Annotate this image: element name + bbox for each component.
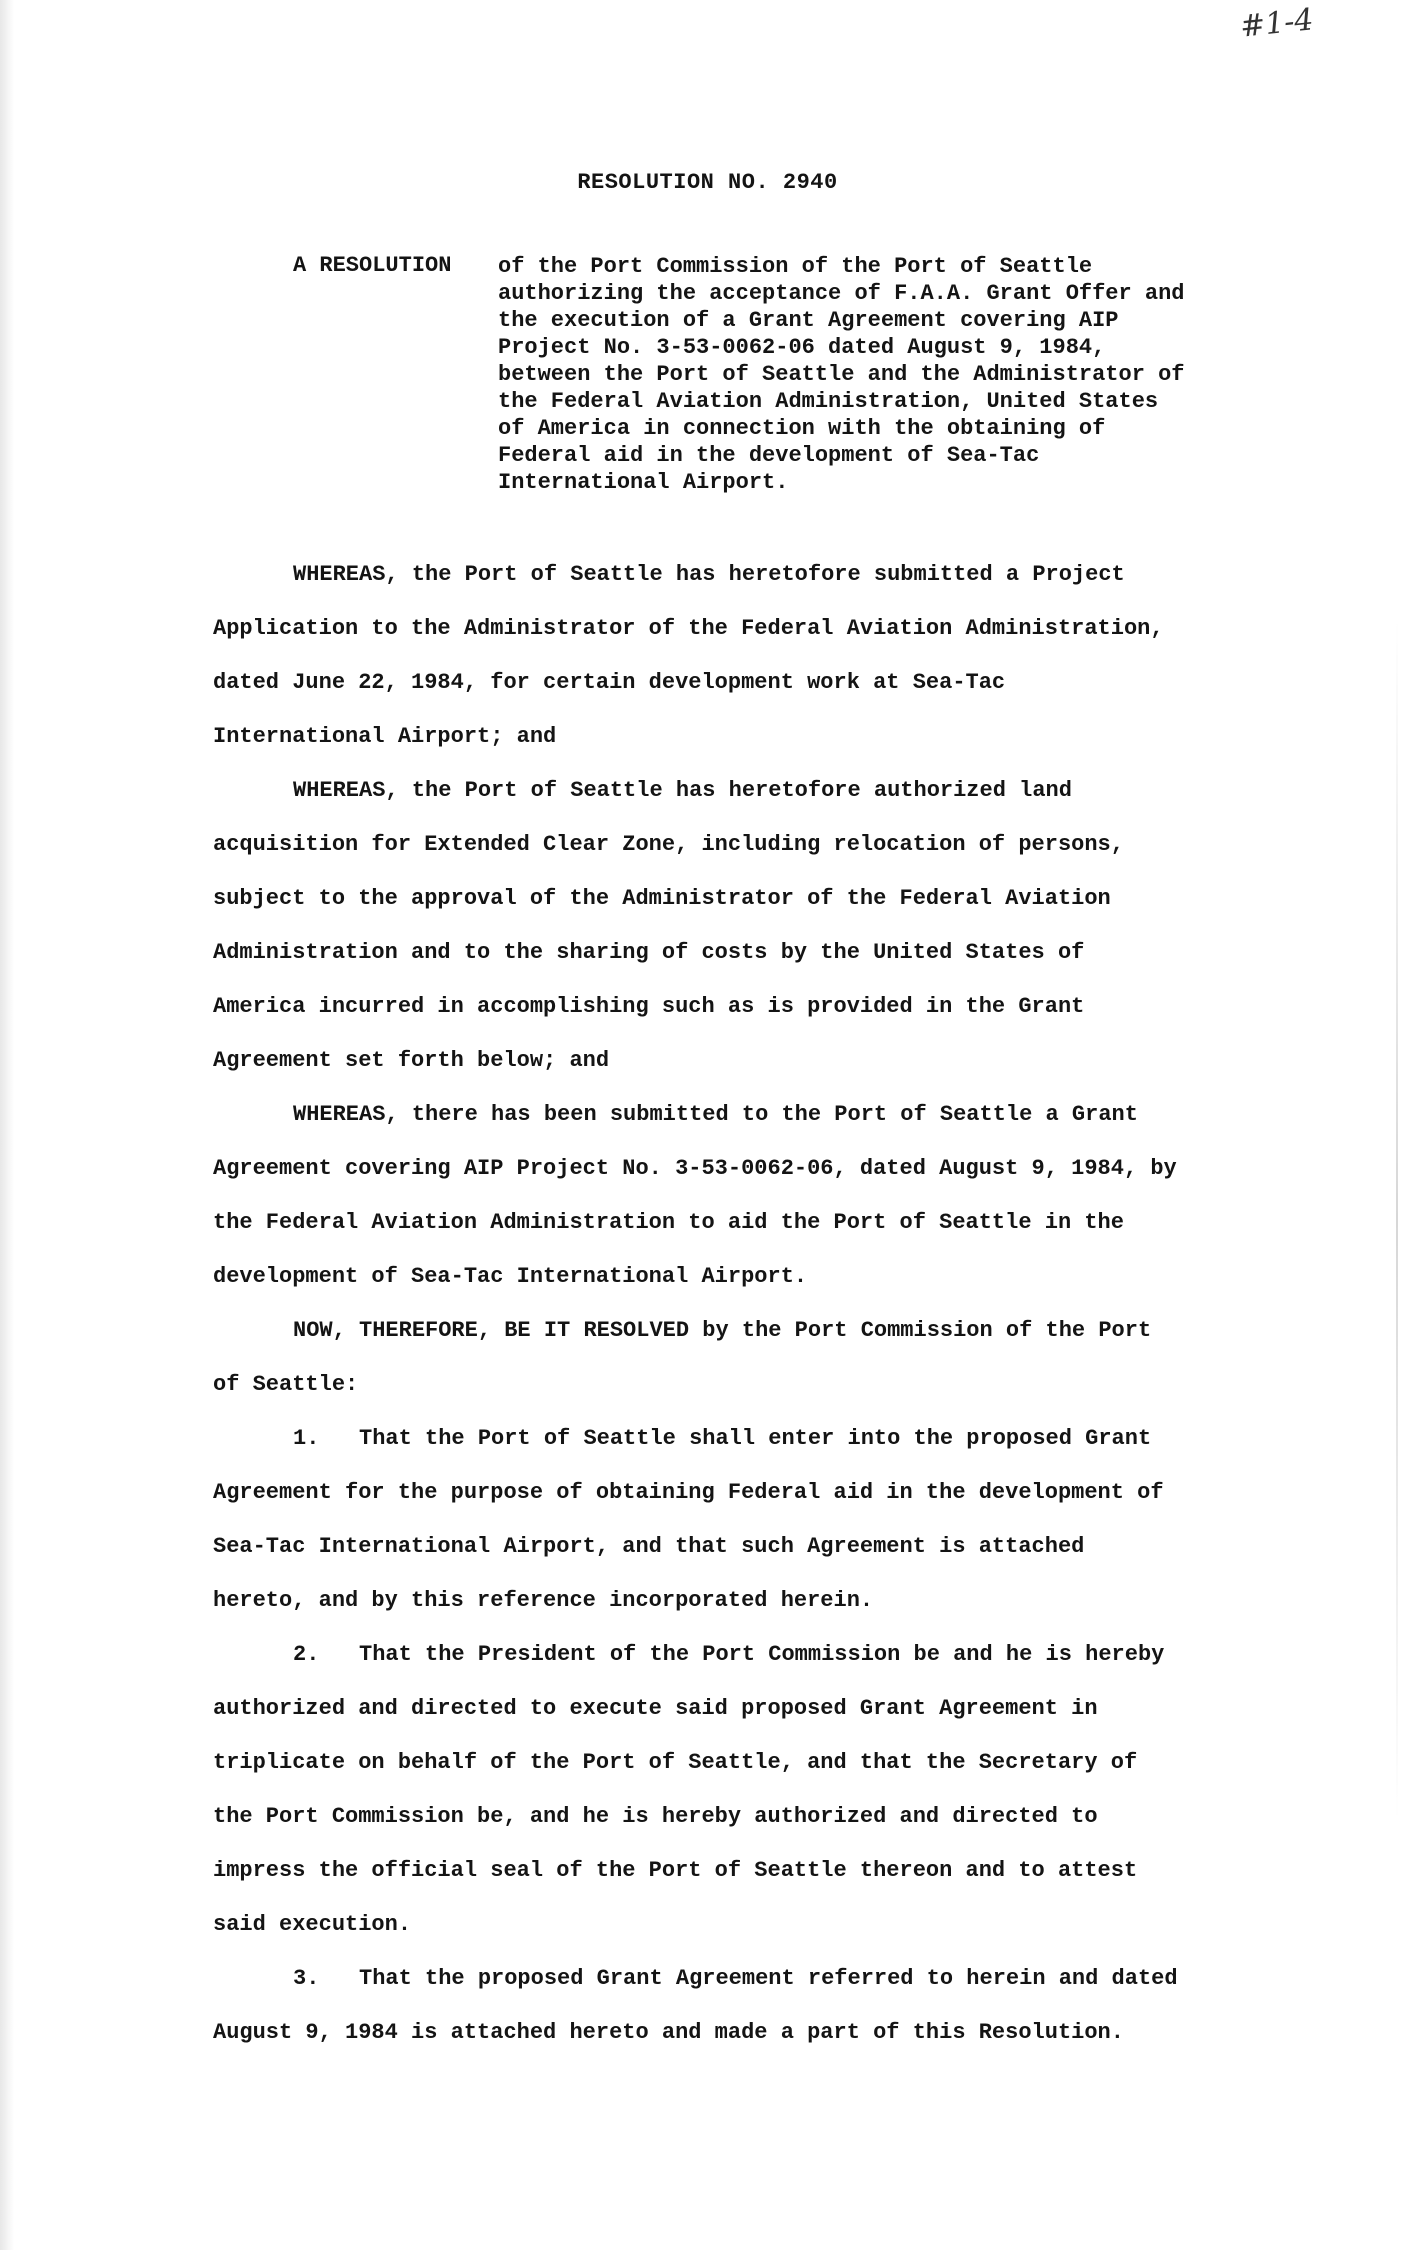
body-text-line: of Seattle: — [213, 1372, 359, 1397]
body-text-line: 1. That the Port of Seattle shall enter into the proposed Grant — [293, 1426, 1152, 1451]
resolution-description-line: between the Port of Seattle and the Administrator of — [498, 362, 1185, 387]
resolution-label: A RESOLUTION — [293, 253, 452, 278]
body-text-line: dated June 22, 1984, for certain development work at Sea-Tac — [213, 670, 1006, 695]
body-text-line: Sea-Tac International Airport, and that such Agreement is attached — [213, 1534, 1085, 1559]
body-text-line: hereto, and by this reference incorporated herein. — [213, 1588, 874, 1613]
body-text-line: NOW, THEREFORE, BE IT RESOLVED by the Port Commission of the Port — [293, 1318, 1152, 1343]
body-text-line: 3. That the proposed Grant Agreement referred to herein and dated — [293, 1966, 1178, 1991]
body-text-line: acquisition for Extended Clear Zone, including relocation of persons, — [213, 832, 1124, 857]
handwritten-page-mark: #1-4 — [1238, 2, 1316, 45]
body-text-line: WHEREAS, the Port of Seattle has heretofore submitted a Project — [293, 562, 1125, 587]
body-text-line: WHEREAS, the Port of Seattle has heretofore authorized land — [293, 778, 1072, 803]
resolution-body — [213, 548, 1233, 2060]
scan-edge-right — [1396, 620, 1398, 1820]
body-text-line: the Federal Aviation Administration to aid the Port of Seattle in the — [213, 1210, 1124, 1235]
body-text-line: Agreement covering AIP Project No. 3-53-0062-06, dated August 9, 1984, by — [213, 1156, 1177, 1181]
body-text-line: said execution. — [213, 1912, 412, 1937]
resolution-description-line: the Federal Aviation Administration, United States — [498, 389, 1159, 414]
resolution-description-line: authorizing the acceptance of F.A.A. Grant Offer and — [498, 281, 1185, 306]
body-text-line: August 9, 1984 is attached hereto and made a part of this Resolution. — [213, 2020, 1124, 2045]
resolution-description — [498, 253, 1238, 496]
body-text-line: subject to the approval of the Administrator of the Federal Aviation — [213, 886, 1111, 911]
resolution-description-line: of America in connection with the obtaining of — [498, 416, 1106, 441]
body-text-line: Agreement set forth below; and — [213, 1048, 610, 1073]
body-text-line: International Airport; and — [213, 724, 557, 749]
body-text-line: Application to the Administrator of the Federal Aviation Administration, — [213, 616, 1164, 641]
body-text-line: the Port Commission be, and he is hereby authorized and directed to — [213, 1804, 1098, 1829]
resolution-description-line: the execution of a Grant Agreement covering AIP — [498, 308, 1119, 333]
body-text-line: triplicate on behalf of the Port of Seattle, and that the Secretary of — [213, 1750, 1138, 1775]
resolution-description-line: Project No. 3-53-0062-06 dated August 9, 1984, — [498, 335, 1106, 360]
body-text-line: WHEREAS, there has been submitted to the Port of Seattle a Grant — [293, 1102, 1138, 1127]
body-text-line: Administration and to the sharing of costs by the United States of — [213, 940, 1085, 965]
body-text-line: Agreement for the purpose of obtaining Federal aid in the development of — [213, 1480, 1164, 1505]
resolution-title: RESOLUTION NO. 2940 — [577, 170, 838, 195]
body-text-line: authorized and directed to execute said proposed Grant Agreement in — [213, 1696, 1098, 1721]
resolution-description-line: of the Port Commission of the Port of Seattle — [498, 254, 1093, 279]
resolution-description-line: International Airport. — [498, 470, 789, 495]
body-text-line: impress the official seal of the Port of Seattle thereon and to attest — [213, 1858, 1138, 1883]
body-text-line: development of Sea-Tac International Airport. — [213, 1264, 808, 1289]
scan-edge-left — [0, 0, 14, 2250]
body-text-line: 2. That the President of the Port Commission be and he is hereby — [293, 1642, 1165, 1667]
resolution-description-line: Federal aid in the development of Sea-Tac — [498, 443, 1040, 468]
body-text-line: America incurred in accomplishing such as is provided in the Grant — [213, 994, 1085, 1019]
